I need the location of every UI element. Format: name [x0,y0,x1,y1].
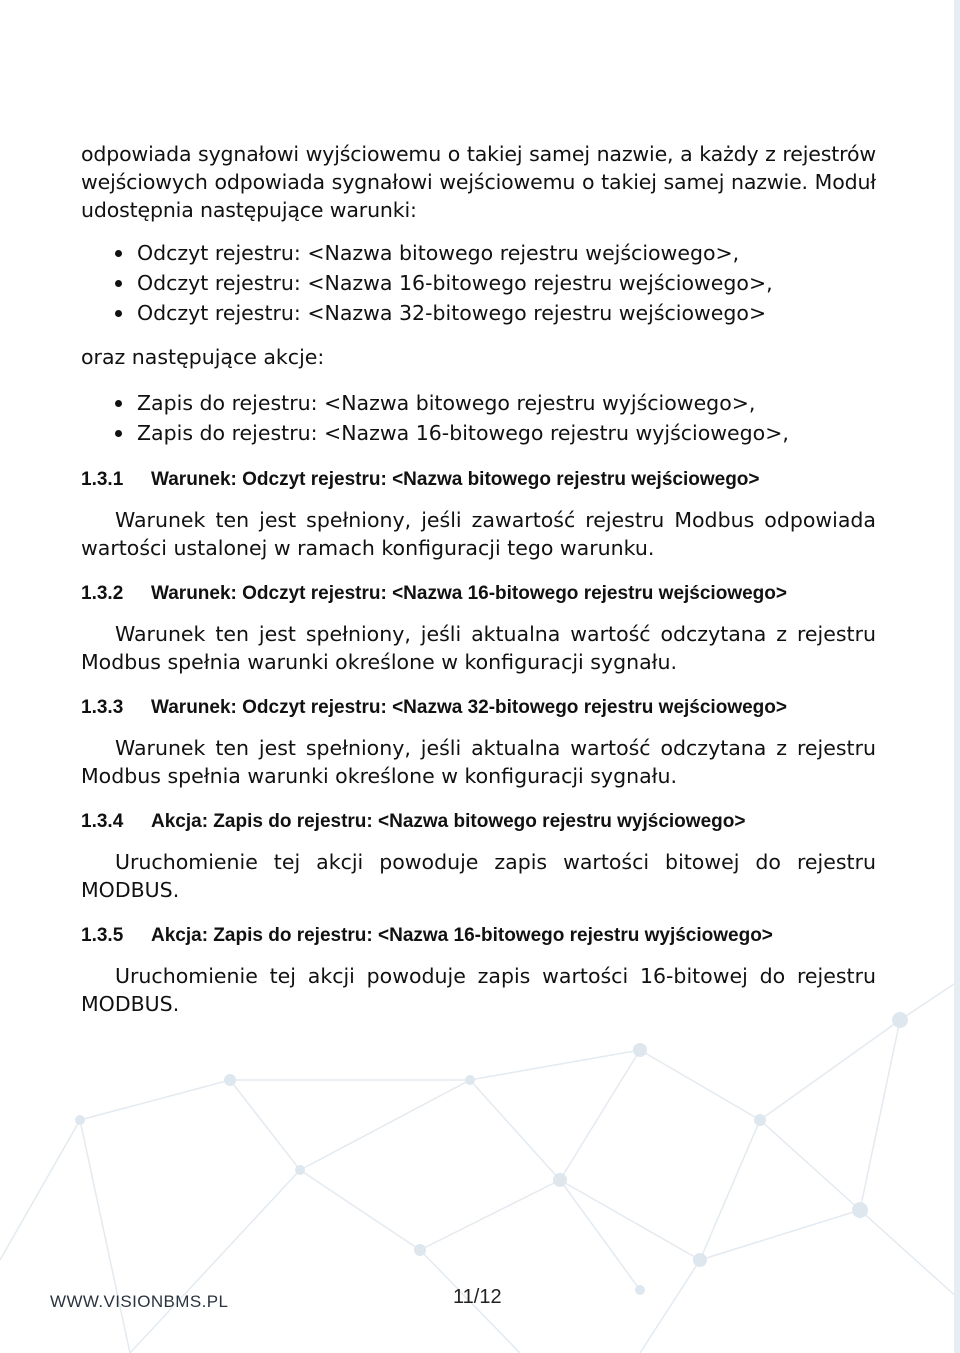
section-body: Warunek ten jest spełniony, jeśli aktualna wartość odczytana z rejestru Modbus spełnia warunki określone w konfiguracji sygnału. [81,736,876,788]
section-1-3-4 [81,808,876,904]
section-number: 1.3.5 [81,925,124,946]
section-title: Warunek: Odczyt rejestru: <Nazwa bitowego rejestru wejściowego> [151,469,760,490]
list-item: Odczyt rejestru: <Nazwa 32-bitowego rejestru wejściowego> [81,298,876,328]
bullet-icon [115,280,122,287]
conditions-list [81,238,876,328]
section-title: Akcja: Zapis do rejestru: <Nazwa bitowego rejestru wyjściowego> [151,811,746,832]
document-body [81,140,876,1018]
section-title: Warunek: Odczyt rejestru: <Nazwa 16-bitowego rejestru wejściowego> [151,583,787,604]
bullet-icon [115,430,122,437]
section-number: 1.3.1 [81,469,124,490]
section-heading [81,694,876,722]
section-1-3-5 [81,922,876,1018]
footer-website[interactable]: WWW.VISIONBMS.PL [50,1292,229,1311]
intro-paragraph: odpowiada sygnałowi wyjściowemu o takiej samej nazwie, a każdy z rejestrów wejściowych odpowiada sygnałowi wejściowemu o takiej samej nazwie. Moduł udostępnia następujące warunki: [81,142,876,222]
section-1-3-2 [81,580,876,676]
section-heading [81,922,876,950]
bullet-icon [115,400,122,407]
section-title: Warunek: Odczyt rejestru: <Nazwa 32-bitowego rejestru wejściowego> [151,697,787,718]
section-body: Warunek ten jest spełniony, jeśli aktualna wartość odczytana z rejestru Modbus spełnia warunki określone w konfiguracji sygnału. [81,622,876,674]
section-1-3-1 [81,466,876,562]
bullet-icon [115,310,122,317]
actions-list [81,388,876,448]
list-item: Odczyt rejestru: <Nazwa bitowego rejestru wejściowego>, [81,238,876,268]
section-body: Uruchomienie tej akcji powoduje zapis wartości bitowej do rejestru MODBUS. [81,850,876,902]
page-number: 11/12 [453,1286,502,1308]
section-heading [81,808,876,836]
section-heading [81,580,876,608]
right-edge-strip [954,0,960,1353]
section-number: 1.3.4 [81,811,124,832]
section-heading [81,466,876,494]
list-item: Odczyt rejestru: <Nazwa 16-bitowego rejestru wejściowego>, [81,268,876,298]
section-body: Warunek ten jest spełniony, jeśli zawartość rejestru Modbus odpowiada wartości ustalonej w ramach konfiguracji tego warunku. [81,508,876,560]
list-item: Zapis do rejestru: <Nazwa 16-bitowego rejestru wyjściowego>, [81,418,876,448]
list-item: Zapis do rejestru: <Nazwa bitowego rejestru wyjściowego>, [81,388,876,418]
section-body: Uruchomienie tej akcji powoduje zapis wartości 16-bitowej do rejestru MODBUS. [81,964,876,1016]
section-number: 1.3.2 [81,583,124,604]
bullet-icon [115,250,122,257]
actions-lead: oraz następujące akcje: [81,345,325,369]
section-number: 1.3.3 [81,697,124,718]
section-1-3-3 [81,694,876,790]
section-title: Akcja: Zapis do rejestru: <Nazwa 16-bitowego rejestru wyjściowego> [151,925,773,946]
